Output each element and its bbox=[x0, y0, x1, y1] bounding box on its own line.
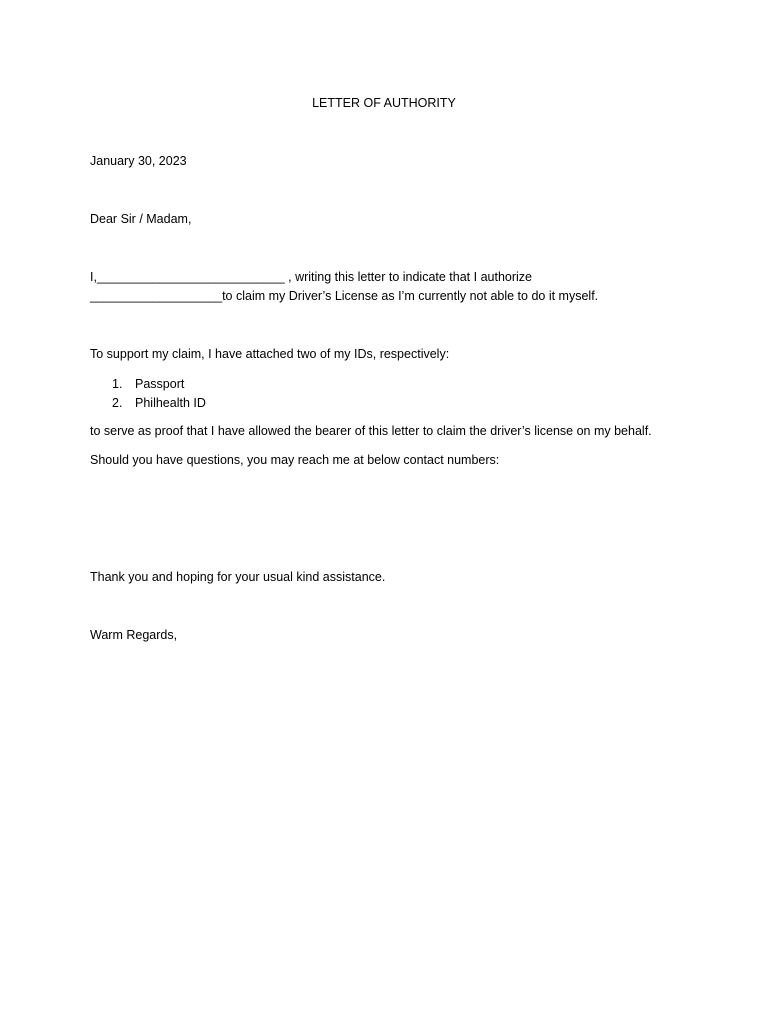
list-item bbox=[112, 374, 206, 393]
list-item-label: Philhealth ID bbox=[135, 395, 206, 410]
letter-title: LETTER OF AUTHORITY bbox=[312, 96, 456, 110]
salutation: Dear Sir / Madam, bbox=[90, 212, 192, 226]
authorization-line-1: I,___________________________ , writing this letter to indicate that I authorize bbox=[90, 270, 532, 284]
proof-statement: to serve as proof that I have allowed the bearer of this letter to claim the driver’s license on my behalf. bbox=[90, 424, 652, 438]
list-item bbox=[112, 393, 206, 412]
letter-date: January 30, 2023 bbox=[90, 154, 187, 168]
questions-line: Should you have questions, you may reach me at below contact numbers: bbox=[90, 453, 500, 467]
list-item-label: Passport bbox=[135, 376, 185, 391]
list-item-number: 2. bbox=[112, 395, 123, 410]
id-list bbox=[112, 374, 206, 412]
thanks-line: Thank you and hoping for your usual kind assistance. bbox=[90, 570, 386, 584]
support-intro: To support my claim, I have attached two of my IDs, respectively: bbox=[90, 347, 450, 361]
list-item-number: 1. bbox=[112, 376, 123, 391]
authorization-line-2: ___________________to claim my Driver’s License as I’m currently not able to do it myself. bbox=[90, 289, 599, 303]
closing-line: Warm Regards, bbox=[90, 628, 178, 642]
